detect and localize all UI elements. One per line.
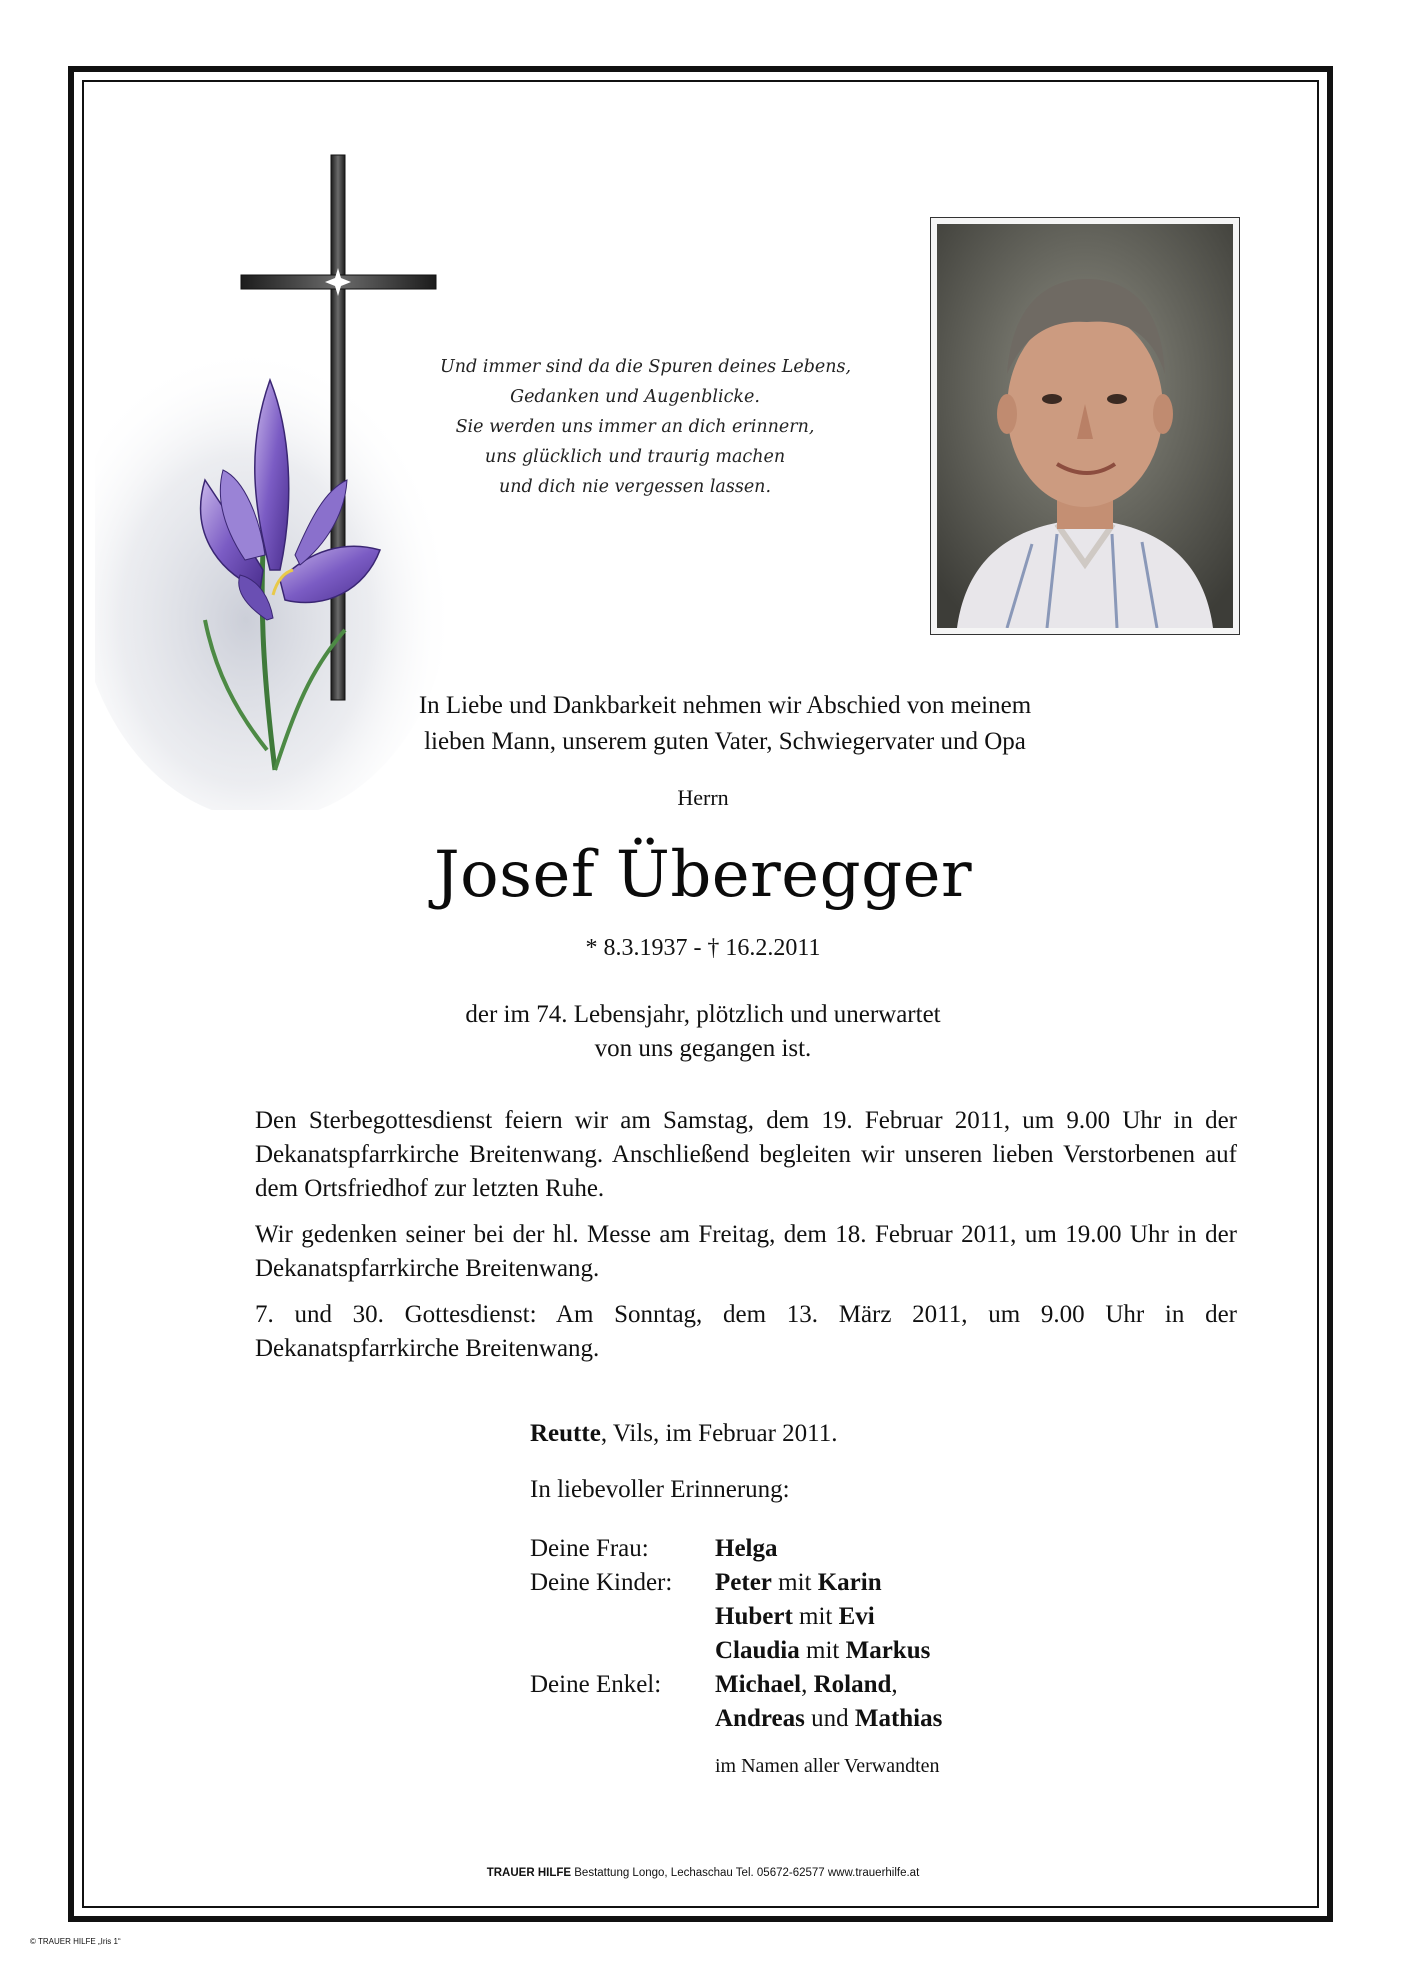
memorial-mass-paragraph: Wir gedenken seiner bei der hl. Messe am Freitag, dem 18. Februar 2011, um 19.00 Uhr in der Dekanatspfarrkirche Breitenwang. [255, 1221, 1237, 1282]
poem-line: Sie werden uns immer an dich erinnern, [455, 417, 815, 437]
copyright: © TRAUER HILFE „Iris 1“ [30, 1937, 121, 1946]
poem [440, 352, 852, 502]
place-date [530, 1420, 838, 1448]
poem-line: Und immer sind da die Spuren deines Lebens, [440, 357, 852, 377]
death-notice-line: von uns gegangen ist. [594, 1035, 812, 1062]
family-name: Markus [845, 1637, 931, 1664]
connector: mit [778, 1569, 812, 1596]
later-services-paragraph: 7. und 30. Gottesdienst: Am Sonntag, dem 13. März 2011, um 9.00 Uhr in der Dekanatspfarrkirche Breitenwang. [255, 1301, 1237, 1362]
death-notice-line: der im 74. Lebensjahr, plötzlich und unerwartet [465, 1001, 941, 1028]
remembrance-line: In liebevoller Erinnerung: [530, 1476, 790, 1503]
family-name: Michael [715, 1671, 802, 1698]
family-name: Karin [817, 1569, 882, 1596]
death-notice [0, 998, 1406, 1066]
family-name: Peter [715, 1569, 772, 1596]
life-dates: * 8.3.1937 - † 16.2.2011 [585, 935, 821, 961]
family-name: Roland [813, 1671, 892, 1698]
relation-label: Deine Kinder: [530, 1569, 673, 1596]
footer-details: Bestattung Longo, Lechaschau Tel. 05672-62577 www.trauerhilfe.at [574, 1867, 920, 1879]
place-town: Reutte [530, 1420, 601, 1447]
intro-line: In Liebe und Dankbarkeit nehmen wir Abschied von meinem [418, 692, 1032, 719]
intro-line: lieben Mann, unserem guten Vater, Schwiegervater und Opa [424, 728, 1026, 755]
relation-label: Deine Frau: [530, 1535, 649, 1562]
family-name: Helga [715, 1535, 778, 1562]
connector: mit [799, 1603, 833, 1630]
family-name: Andreas [715, 1705, 805, 1732]
connector: mit [806, 1637, 840, 1664]
poem-line: und dich nie vergessen lassen. [498, 477, 772, 497]
funeral-service-paragraph: Den Sterbegottesdienst feiern wir am Samstag, dem 19. Februar 2011, um 9.00 Uhr in der Dekanatspfarrkirche Breitenwang. Anschließend begleiten wir unseren lieben Verstorbenen auf dem Ortsfriedhof zur letzten Ruhe. [255, 1107, 1237, 1202]
place-rest: , Vils, im Februar 2011. [600, 1420, 838, 1447]
portrait-photo [930, 217, 1240, 635]
family-name: Hubert [715, 1603, 793, 1630]
family-name: Claudia [715, 1637, 800, 1664]
family-name: Evi [838, 1603, 875, 1630]
salutation: Herrn [677, 785, 729, 810]
separator: , [891, 1671, 898, 1698]
relatives-note: im Namen aller Verwandten [715, 1755, 940, 1777]
portrait-image [937, 224, 1233, 628]
intro-text [300, 688, 1150, 760]
connector: und [811, 1705, 849, 1732]
separator: , [801, 1671, 808, 1698]
footer-brand: TRAUER HILFE [486, 1867, 572, 1879]
footer [0, 1867, 1406, 1879]
deceased-name: Josef Überegger [433, 838, 973, 912]
poem-line: uns glücklich und traurig machen [484, 447, 786, 467]
service-details [255, 1104, 1237, 1378]
family-name: Mathias [854, 1705, 943, 1732]
poem-line: Gedanken und Augenblicke. [510, 387, 760, 407]
relation-label: Deine Enkel: [530, 1671, 662, 1698]
